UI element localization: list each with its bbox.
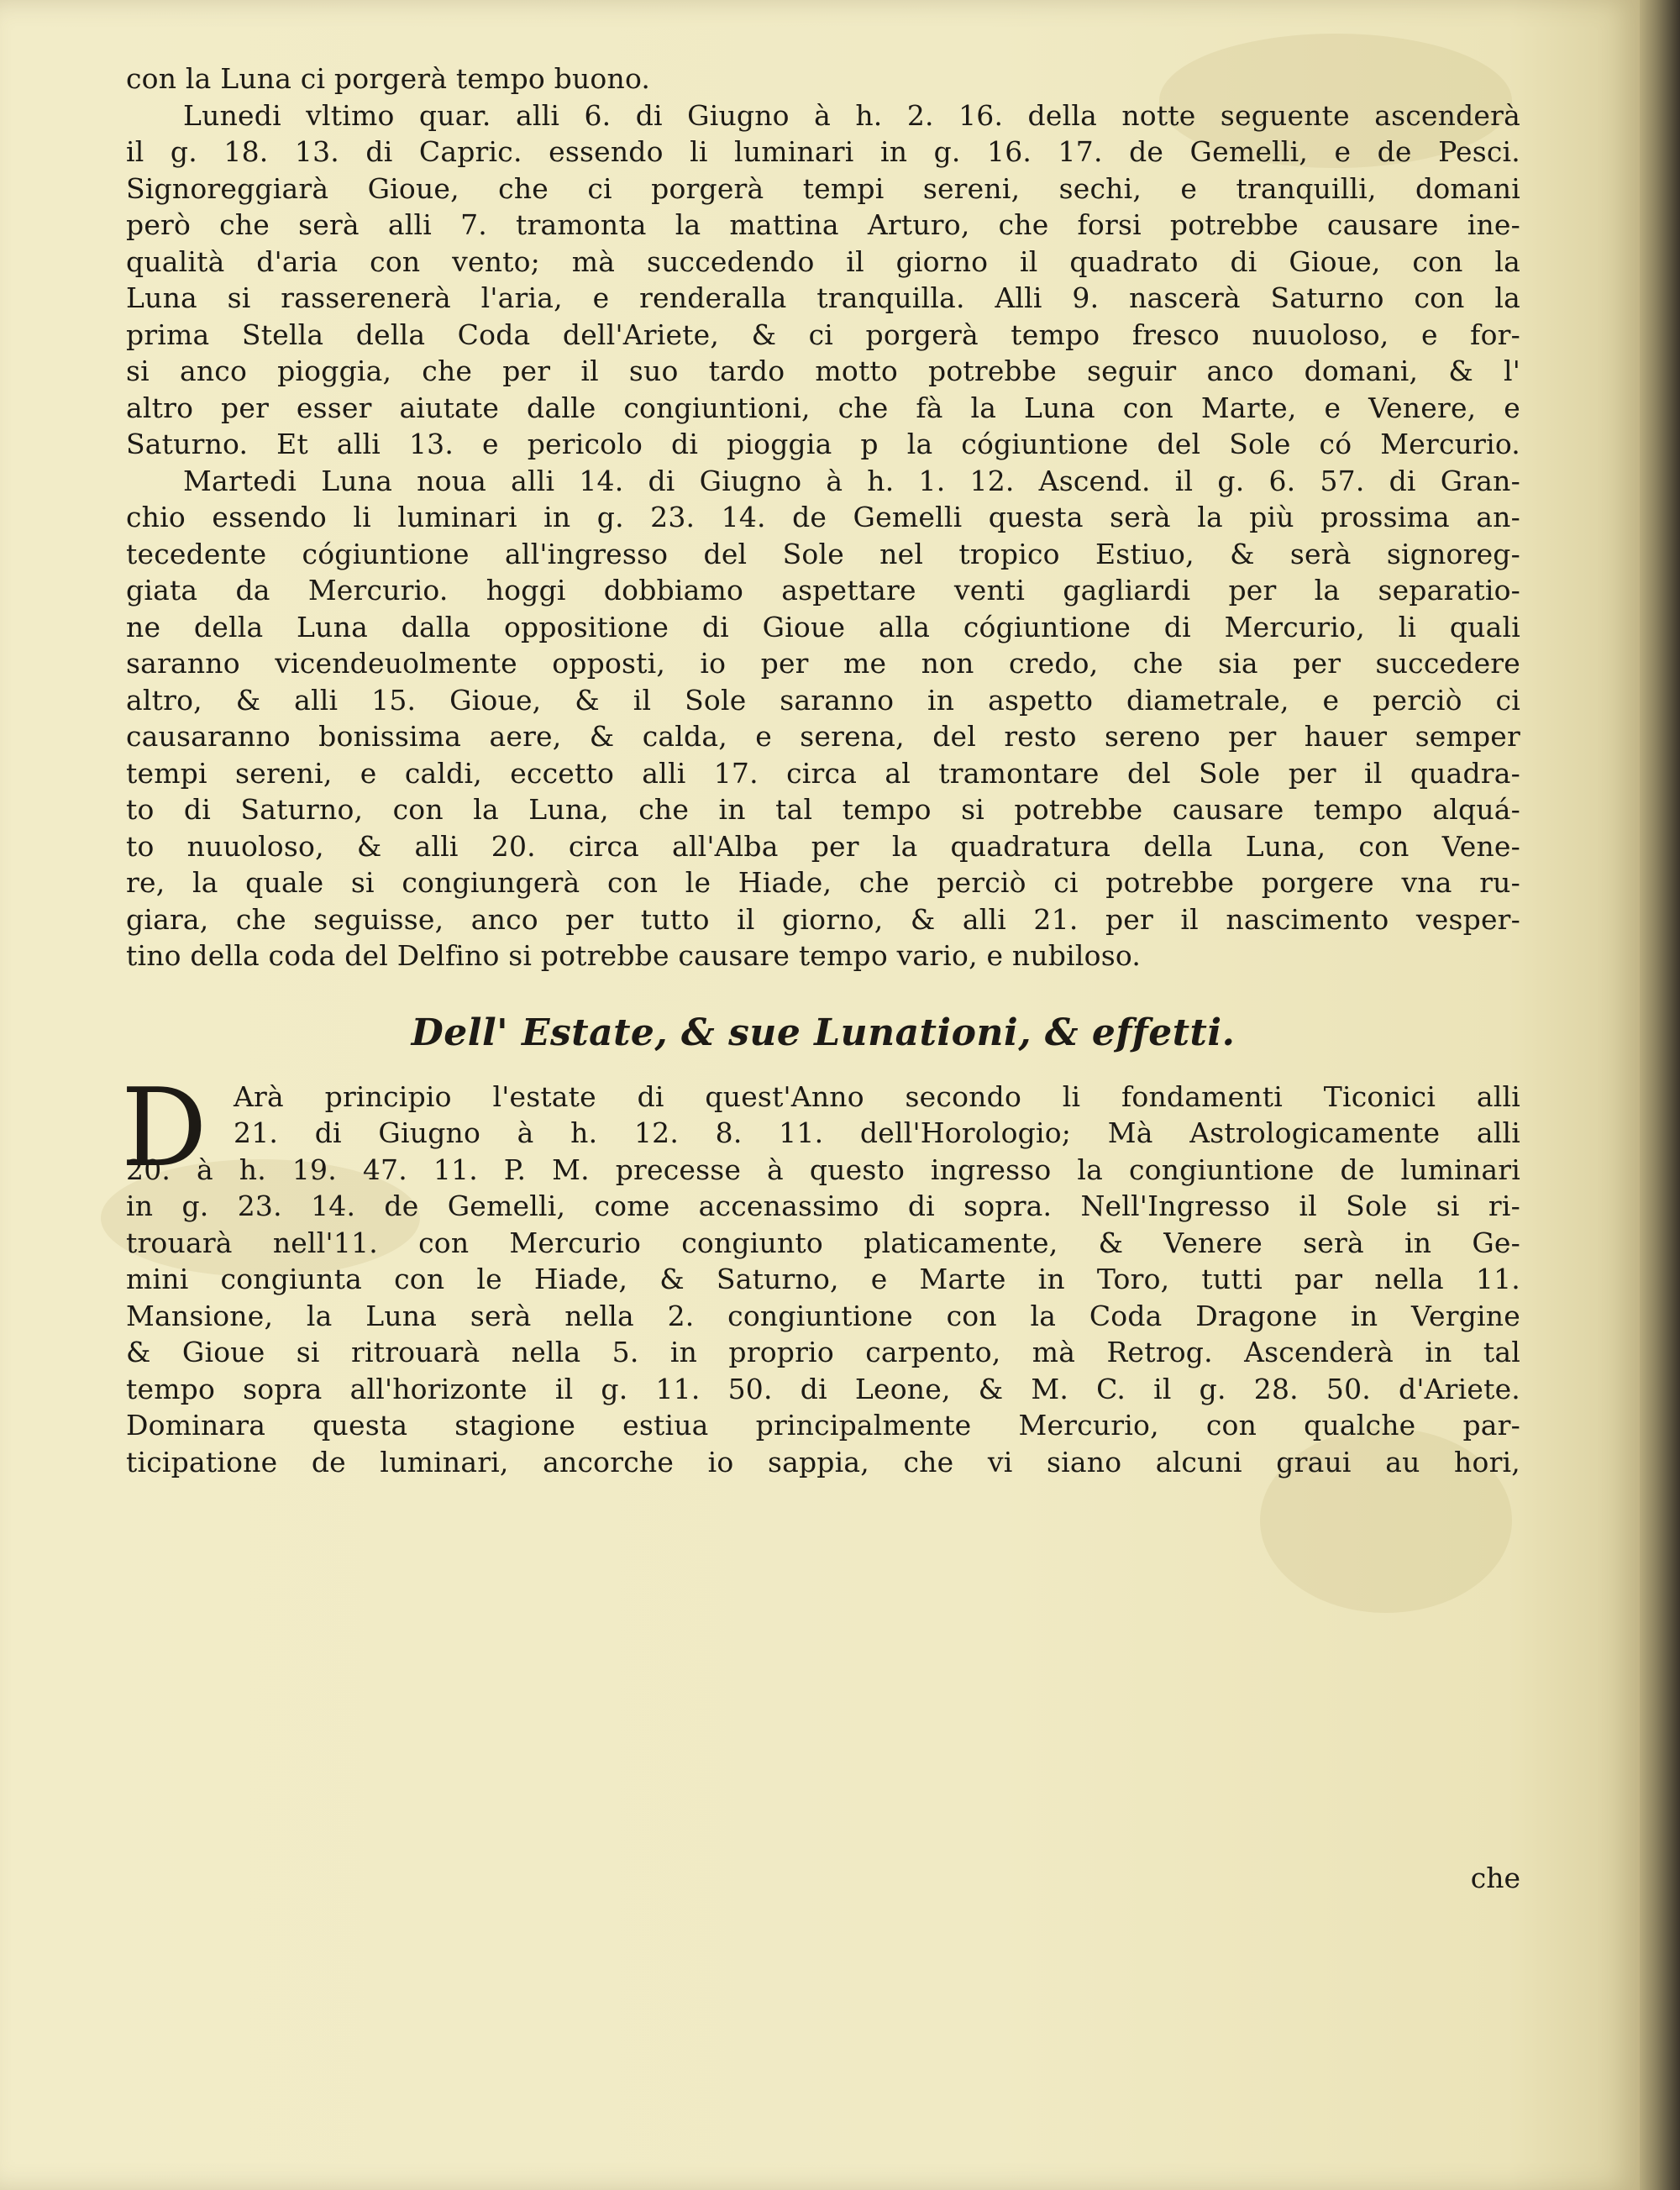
text-line: giara, che seguisse, anco per tutto il giorno, & alli 21. per il nascimento vesper- [126,902,1520,936]
text-line: mini congiunta con le Hiade, & Saturno, e Marte in Toro, tutti par nella 11. [126,1263,1520,1295]
text-line: Saturno. Et alli 13. e pericolo di pioggia p la cógiuntione del Sole có Mercurio. [126,428,1520,460]
text-line: Arà principio l'estate di quest'Anno secondo li fondamenti Ticonici alli [234,1079,1520,1113]
text-line: tecedente cógiuntione all'ingresso del Sole nel tropico Estiuo, & serà signoreg- [126,537,1520,570]
text-line: prima Stella della Coda dell'Ariete, & ci porgerà tempo fresco nuuoloso, e for- [126,318,1520,351]
text-line: Martedi Luna noua alli 14. di Giugno à h. 1. 12. Ascend. il g. 6. 57. di Gran- [183,464,1520,497]
text-line: qualità d'aria con vento; mà succedendo il giorno il quadrato di Gioue, con la [126,244,1520,278]
text-line: chio essendo li luminari in g. 23. 14. de Gemelli questa serà la più prossima an- [126,501,1520,533]
text-line: Lunedi vltimo quar. alli 6. di Giugno à h. 2. 16. della notte seguente ascenderà [183,98,1520,132]
page-text [121,60,1520,1480]
text-line: ne della Luna dalla oppositione di Gioue alla cógiuntione di Mercurio, li quali [126,610,1520,643]
text-line: re, la quale si congiungerà con le Hiade, che perciò ci potrebbe porgere vna ru- [126,866,1520,899]
text-line: altro, & alli 15. Gioue, & il Sole saranno in aspetto diametrale, e perciò ci [126,683,1520,717]
text-line: il g. 18. 13. di Capric. essendo li luminari in g. 16. 17. de Gemelli, e de Pesci. [126,135,1520,168]
text-line: Mansione, la Luna serà nella 2. congiuntione con la Coda Dragone in Vergine [126,1299,1520,1332]
text-line: to nuuoloso, & alli 20. circa all'Alba per la quadratura della Luna, con Vene- [126,829,1520,863]
paragraph-lunations [126,60,1520,974]
text-line: to di Saturno, con la Luna, che in tal tempo si potrebbe causare tempo alquá- [126,793,1520,826]
text-line: Luna si rasserenerà l'aria, e renderalla tranquilla. Alli 9. nascerà Saturno con la [126,281,1520,314]
text-line: & Gioue si ritrouarà nella 5. in proprio carpento, mà Retrog. Ascenderà in tal [126,1336,1520,1368]
section-heading: Dell' Estate, & sue Lunationi, & effetti. [411,1011,1236,1054]
text-line: Dominara questa stagione estiua principalmente Mercurio, con qualche par- [126,1409,1520,1442]
text-line: ticipatione de luminari, ancorche io sappia, che vi siano alcuni graui au hori, [126,1445,1520,1478]
text-line: tempi sereni, e caldi, eccetto alli 17. circa al tramontare del Sole per il quadra- [126,756,1520,790]
text-line: però che serà alli 7. tramonta la mattina Arturo, che forsi potrebbe causare ine- [126,208,1520,241]
paragraph-summer [121,1065,1520,1481]
catchword: che [1470,1862,1520,1894]
drop-cap: D [121,1065,207,1191]
text-line: 21. di Giugno à h. 12. 8. 11. dell'Horologio; Mà Astrologicamente alli [234,1116,1520,1149]
text-line: giata da Mercurio. hoggi dobbiamo aspettare venti gagliardi per la separatio- [126,574,1520,607]
text-line: trouarà nell'11. con Mercurio congiunto platicamente, & Venere serà in Ge- [126,1226,1520,1259]
text-line: si anco pioggia, che per il suo tardo motto potrebbe seguir anco domani, & l' [126,354,1520,387]
text-line: con la Luna ci porgerà tempo buono. [126,62,651,95]
text-line: saranno vicendeuolmente opposti, io per me non credo, che sia per succedere [126,647,1520,680]
text-line: tino della coda del Delfino si potrebbe causare tempo vario, e nubiloso. [126,939,1142,972]
text-line: in g. 23. 14. de Gemelli, come accenassimo di sopra. Nell'Ingresso il Sole si ri- [126,1190,1520,1222]
text-line: tempo sopra all'horizonte il g. 11. 50. di Leone, & M. C. il g. 28. 50. d'Ariete. [126,1372,1520,1405]
text-line: Signoreggiarà Gioue, che ci porgerà tempi sereni, sechi, e tranquilli, domani [126,171,1520,205]
page-edge [1640,0,1680,2190]
text-line: altro per esser aiutate dalle congiuntioni, che fà la Luna con Marte, e Venere, e [126,391,1520,424]
text-line: 20. à h. 19. 47. 11. P. M. precesse à questo ingresso la congiuntione de luminari [126,1153,1520,1186]
text-line: causaranno bonissima aere, & calda, e serena, del resto sereno per hauer semper [126,720,1520,753]
